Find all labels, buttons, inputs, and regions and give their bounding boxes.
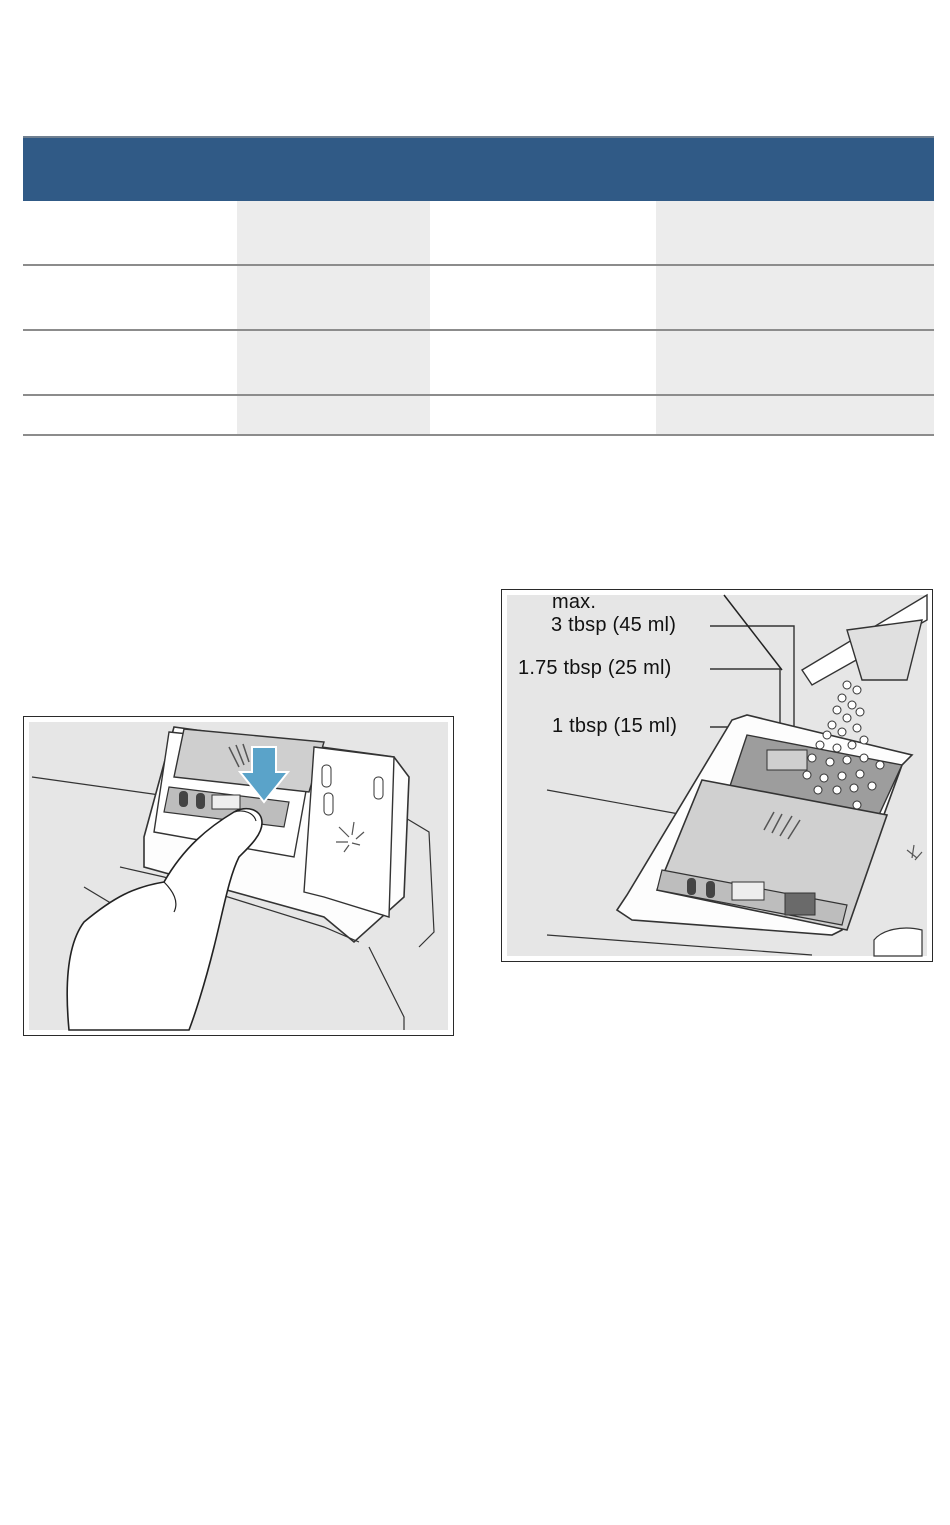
table-header xyxy=(23,136,934,201)
figure-fill-detergent xyxy=(501,589,933,962)
table-row xyxy=(23,396,934,436)
table-cell xyxy=(237,266,430,329)
figure-close-dispenser xyxy=(23,716,454,1036)
table-row xyxy=(23,266,934,331)
hand-pressing-dispenser-lid-illustration xyxy=(24,717,453,1035)
table-cell xyxy=(237,201,430,264)
table-cell xyxy=(237,331,430,394)
label-max: max. xyxy=(552,591,597,613)
table-cell xyxy=(656,266,934,329)
table-cell xyxy=(656,201,934,264)
table-cell xyxy=(656,331,934,394)
table-cell xyxy=(237,396,430,434)
table-row xyxy=(23,201,934,266)
table-row xyxy=(23,331,934,396)
table-cell xyxy=(656,396,934,434)
data-table xyxy=(23,136,934,436)
label-level-15ml: 1 tbsp (15 ml) xyxy=(552,715,678,737)
detergent-dispenser-filling-illustration xyxy=(502,590,932,961)
label-level-45ml: 3 tbsp (45 ml) xyxy=(551,614,677,636)
label-level-25ml: 1.75 tbsp (25 ml) xyxy=(518,657,672,679)
